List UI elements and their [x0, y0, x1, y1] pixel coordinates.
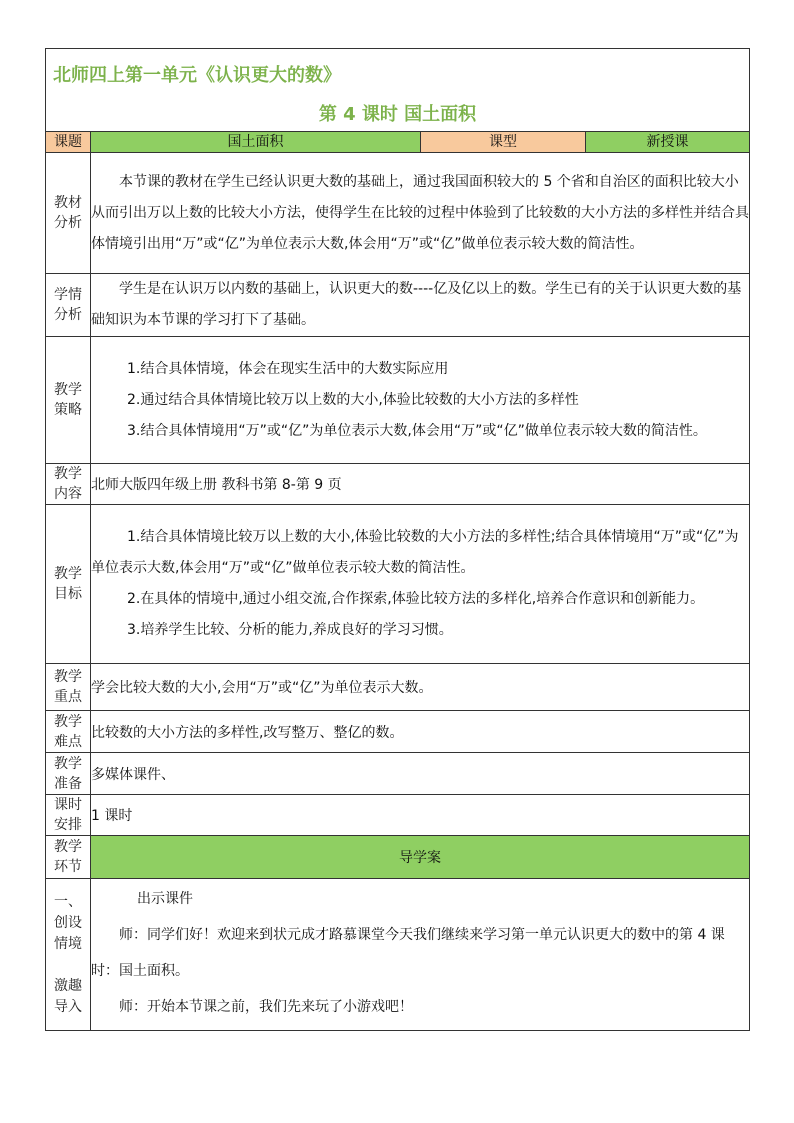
content-label: 教学 内容 — [46, 464, 91, 505]
lesson-subtitle: 第 4 课时 国土面积 — [318, 104, 477, 125]
strategy-label: 教学 策略 — [46, 337, 91, 464]
key-points-label: 教学 重点 — [46, 664, 91, 711]
preparation-text: 多媒体课件、 — [91, 753, 750, 795]
preparation-row — [46, 753, 750, 795]
strategy-list — [91, 337, 750, 464]
lesson-type-value: 新授课 — [586, 132, 750, 153]
title-cell — [46, 49, 750, 132]
topic-value: 国土面积 — [91, 132, 421, 153]
topic-label: 课题 — [46, 132, 91, 153]
list-item: 1.结合具体情境，体会在现实生活中的大数实际应用 — [127, 360, 449, 377]
list-item: 2.通过结合具体情境比较万以上数的大小,体验比较数的大小方法的多样性 — [127, 391, 579, 408]
list-item: 师：同学们好！欢迎来到状元成才路慕课堂今天我们继续来学习第一单元认识更大的数中的第 4 课时：国土面积。 — [91, 927, 725, 979]
topic-row — [46, 132, 750, 153]
list-item: 3.结合具体情境用“万”或“亿”为单位表示大数,体会用“万”或“亿”做单位表示较大数的简洁性。 — [127, 422, 707, 439]
lesson-type-label: 课型 — [421, 132, 586, 153]
student-analysis-text: 学生是在认识万以内数的基础上，认识更大的数----亿及亿以上的数。学生已有的关于认识更大数的基础知识为本节课的学习打下了基础。 — [91, 274, 750, 337]
step1-text — [91, 879, 750, 1031]
process-row — [46, 836, 750, 879]
title-row — [46, 49, 750, 132]
step1-label: 一、 创设 情境 激趣 导入 — [46, 879, 91, 1031]
list-item: 2.在具体的情境中,通过小组交流,合作探索,体验比较方法的多样化,培养合作意识和创新能力。 — [127, 591, 705, 607]
guide-case-header: 导学案 — [91, 836, 750, 879]
goals-list — [91, 505, 750, 664]
lesson-plan-document — [45, 48, 749, 1031]
key-points-row — [46, 664, 750, 711]
student-analysis-row — [46, 274, 750, 337]
material-analysis-text: 本节课的教材在学生已经认识更大数的基础上，通过我国面积较大的 5 个省和自治区的面积比较大小从而引出万以上数的比较大小方法，使得学生在比较的过程中体验到了比较数的大小方法的多样性并结合具体情境引出用“万”或“亿”为单位表示大数,体会用“万”或“亿”做单位表示较大数的简洁性。 — [91, 153, 750, 274]
step1-row — [46, 879, 750, 1031]
unit-title: 北师四上第一单元《认识更大的数》 — [53, 65, 341, 86]
difficulties-label: 教学 难点 — [46, 711, 91, 753]
list-item: 3.培养学生比较、分析的能力,养成良好的学习习惯。 — [127, 622, 453, 638]
schedule-text: 1 课时 — [91, 795, 750, 836]
key-points-text: 学会比较大数的大小,会用“万”或“亿”为单位表示大数。 — [91, 664, 750, 711]
material-analysis-label: 教材 分析 — [46, 153, 91, 274]
strategy-row — [46, 337, 750, 464]
student-analysis-label: 学情 分析 — [46, 274, 91, 337]
goals-row — [46, 505, 750, 664]
preparation-label: 教学 准备 — [46, 753, 91, 795]
list-item: 师：开始本节课之前，我们先来玩了小游戏吧！ — [119, 999, 413, 1015]
schedule-row — [46, 795, 750, 836]
list-item: 出示课件 — [137, 891, 193, 907]
difficulties-text: 比较数的大小方法的多样性,改写整万、整亿的数。 — [91, 711, 750, 753]
material-analysis-row — [46, 153, 750, 274]
process-label: 教学 环节 — [46, 836, 91, 879]
schedule-label: 课时 安排 — [46, 795, 91, 836]
list-item: 1.结合具体情境比较万以上数的大小,体验比较数的大小方法的多样性;结合具体情境用“万”或“亿”为单位表示大数,体会用“万”或“亿”做单位表示较大数的简洁性。 — [91, 529, 739, 576]
content-row — [46, 464, 750, 505]
content-text: 北师大版四年级上册 教科书第 8-第 9 页 — [91, 464, 750, 505]
lesson-plan-table — [45, 48, 750, 1031]
goals-label: 教学 目标 — [46, 505, 91, 664]
difficulties-row — [46, 711, 750, 753]
